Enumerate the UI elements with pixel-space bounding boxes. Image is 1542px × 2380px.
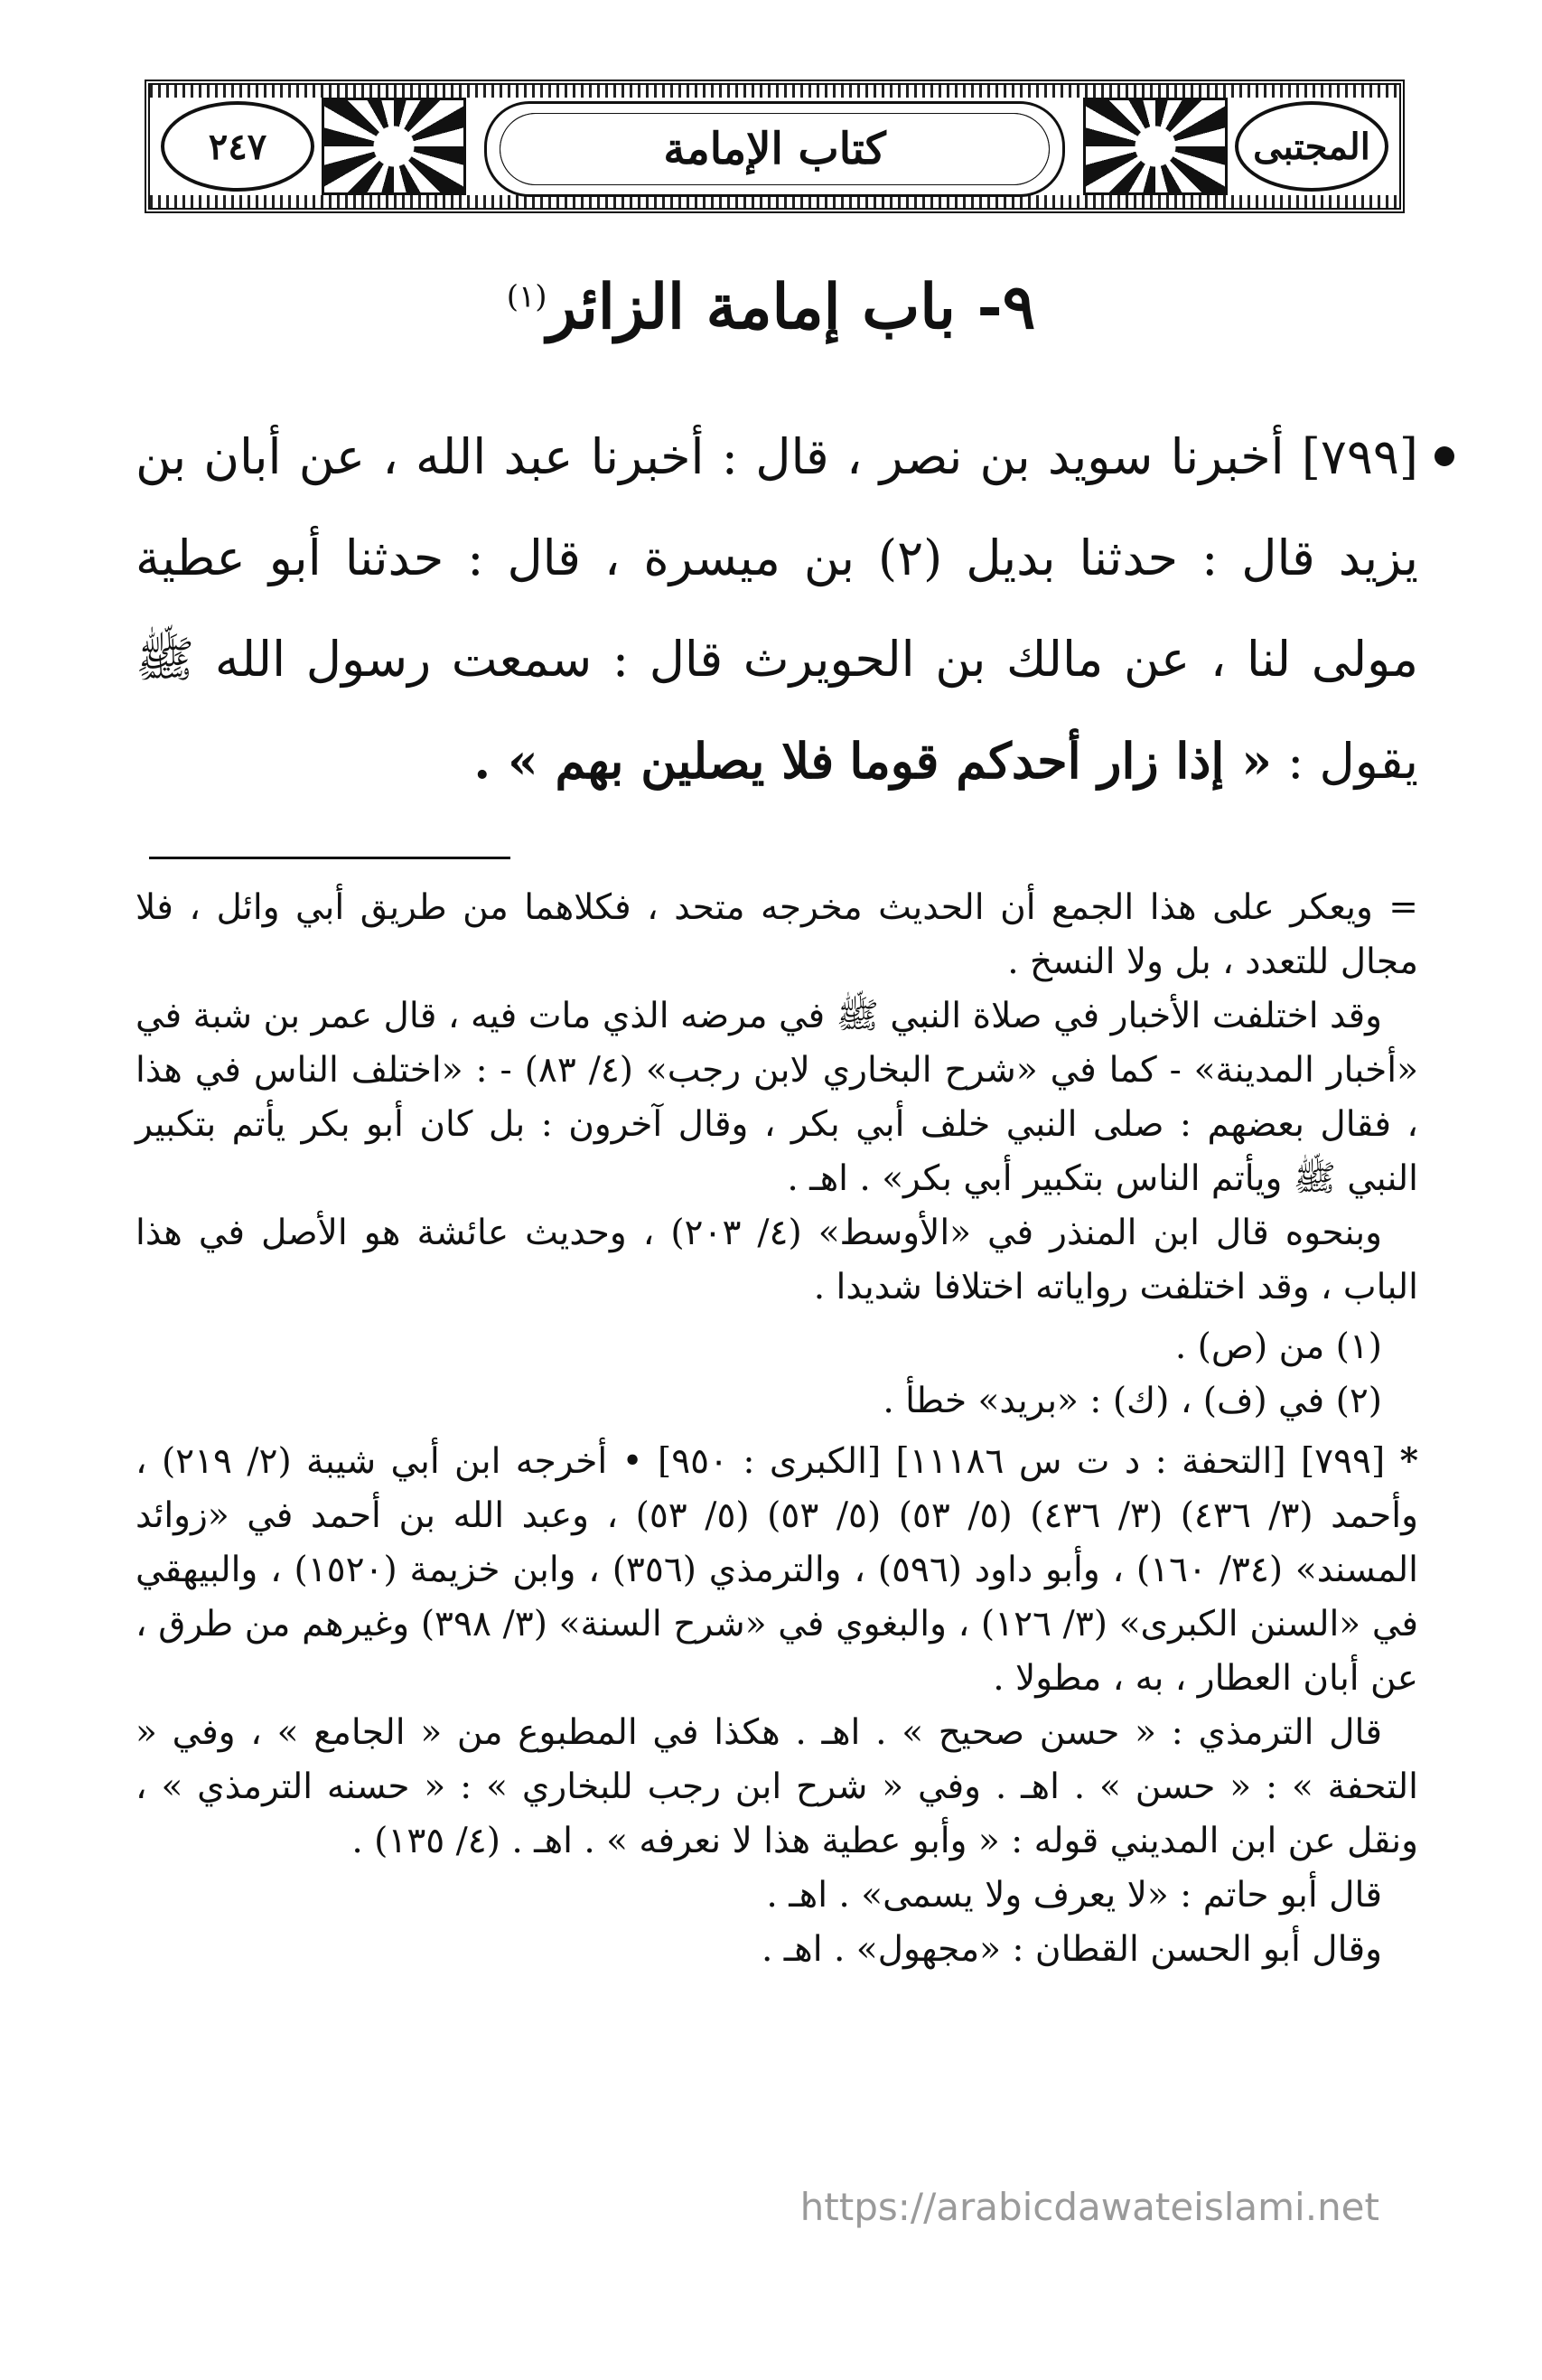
footnote-continuation-2: وقد اختلفت الأخبار في صلاة النبي ﷺ في مرضه الذي مات فيه ، قال عمر بن شبة في «أخبار المدينة» - كما في «شرح البخاري لابن رجب» (٤/ ٨٣) - : «اختلف الناس في هذا ، فقال بعضهم : صلى النبي خلف أبي بكر ، وقال آخرون : بل كان أبو بكر يأتم بتكبير النبي ﷺ ويأتم الناس بتكبير أبي بكر» . اهـ .: [136, 996, 1418, 1199]
book-logo: المجتبى: [1235, 101, 1388, 192]
ornament-right-icon: [1083, 98, 1228, 195]
hadith-quote-2: فلا يصلين بهم » .: [473, 732, 835, 790]
hadith-text: [136, 407, 1418, 812]
hadith-line-1: [٧٩٩] أخبرنا سويد بن نصر ، قال : أخبرنا عبد الله ، عن أبان بن يزيد قال :: [136, 428, 1418, 586]
qattan-comment: وقال أبو الحسن القطان : «مجهول» . اهـ .: [761, 1929, 1382, 1970]
ornament-left-icon: [322, 98, 466, 195]
footnote-continuation-1: = ويعكر على هذا الجمع أن الحديث مخرجه متحد ، فكلاهما من طريق أبي وائل ، فلا مجال للتعدد ، بل ولا النسخ .: [136, 887, 1418, 982]
footnote-continuation-3: وبنحوه قال ابن المنذر في «الأوسط» (٤/ ٢٠٣) ، وحديث عائشة هو الأصل في هذا الباب ، وقد اختلفت رواياته اختلافا شديدا .: [136, 1213, 1418, 1307]
footnote-1: (١) من (ص) .: [1174, 1326, 1382, 1367]
bullet-icon: [1435, 446, 1454, 466]
chapter-title-text: ٩- باب إمامة الزائر: [547, 271, 1036, 343]
footnote-2: (٢) في (ف) ، (ك) : «بريد» خطأ .: [883, 1381, 1382, 1421]
star-icon: *: [1399, 1440, 1418, 1482]
abu-hatim-comment: قال أبو حاتم : «لا يعرف ولا يسمى» . اهـ .: [766, 1875, 1382, 1916]
page-number: ٢٤٧: [161, 101, 314, 192]
hadith-line-2: حدثنا بديل (٢) بن ميسرة ، قال : حدثنا أبو عطية مولى لنا ، عن مالك بن: [136, 529, 1418, 688]
tirmidhi-comment: قال الترمذي : « حسن صحيح » . اهـ . هكذا في المطبوع من « الجامع » ، وفي « التحفة » : « حسن » . اهـ . وفي « شرح ابن رجب للبخاري » : « حسنه الترمذي » ، ونقل عن ابن المديني قوله : « وأبو عطية هذا لا نعرفه » . اهـ . (٤/ ١٣٥) .: [136, 1712, 1418, 1861]
footnote-divider: [149, 857, 510, 859]
chapter-note-ref: (١): [506, 278, 547, 315]
footnotes: [136, 881, 1418, 1977]
watermark-url: https://arabicdawateislami.net: [799, 2185, 1379, 2229]
running-title: كتاب الإمامة: [484, 101, 1065, 197]
page-header: [145, 80, 1405, 213]
hadith-quote-1: « إذا زار أحدكم قوما: [849, 732, 1272, 790]
chapter-title: [145, 271, 1397, 343]
takhrij-paragraph: [136, 1434, 1418, 1706]
hadith-line-3: الحويرث قال : سمعت رسول الله ﷺ يقول :: [136, 631, 1418, 790]
takhrij-text: [٧٩٩] [التحفة : د ت س ١١١٨٦] [الكبرى : ٩٥٠] • أخرجه ابن أبي شيبة (٢/ ٢١٩) ، وأحمد (٣/ ٤٣٦) (٣/ ٤٣٦) (٥/ ٥٣) (٥/ ٥٣) (٥/ ٥٣) ، وعبد الله بن أحمد في «زوائد المسند» (٣٤/ ١٦٠) ، وأبو داود (٥٩٦) ، والترمذي (٣٥٦) ، وابن خزيمة (١٥٢٠) ، والبيهقي في «السنن الكبرى» (٣/ ١٢٦) ، والبغوي في «شرح السنة» (٣/ ٣٩٨) وغيرهم من طرق ، عن أبان العطار ، به ، مطولا .: [136, 1441, 1418, 1699]
